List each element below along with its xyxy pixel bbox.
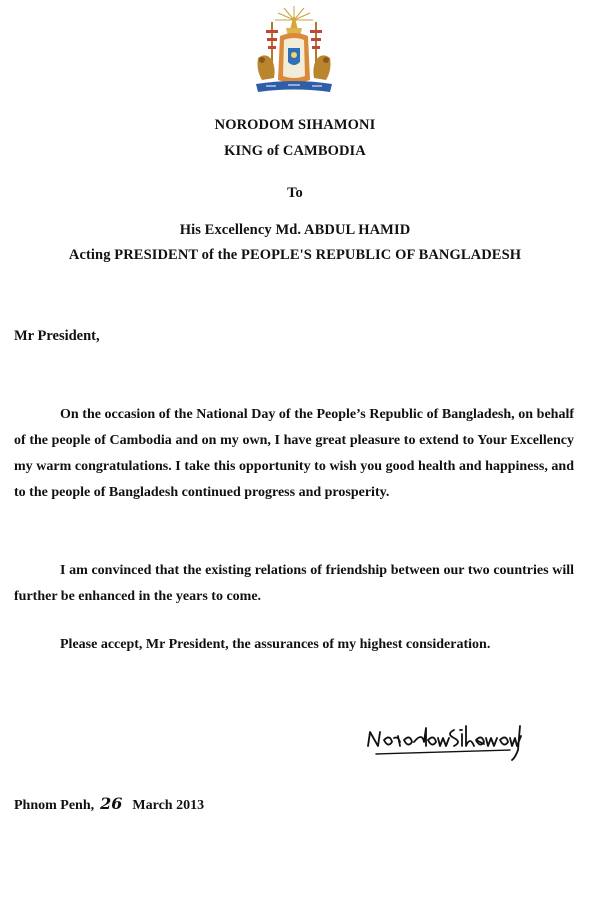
- recipient-title: Acting PRESIDENT of the PEOPLE'S REPUBLIC OF BANGLADESH: [68, 247, 522, 263]
- handwritten-day: 26: [100, 794, 123, 813]
- paragraph-3: Please accept, Mr President, the assurances of my highest consideration.: [60, 637, 491, 652]
- to-label: To: [287, 185, 303, 201]
- royal-coat-of-arms-icon: [248, 6, 340, 104]
- date-line: [14, 794, 204, 814]
- sender-name: NORODOM SIHAMONI: [214, 117, 376, 133]
- handwritten-signature: [362, 712, 532, 770]
- month-year: March 2013: [132, 798, 205, 813]
- paragraph-2: I am convinced that the existing relations of friendship between our two countries will further be enhanced in the years to come.: [14, 563, 574, 604]
- recipient-name: His Excellency Md. ABDUL HAMID: [179, 222, 411, 238]
- sender-title: KING of CAMBODIA: [224, 143, 366, 159]
- place-label: Phnom Penh,: [14, 798, 95, 813]
- paragraph-1: On the occasion of the National Day of the People’s Republic of Bangladesh, on behalf of the people of Cambodia and on my own, I have great pleasure to extend to Your Excellency my warm congratulations. I take this opportunity to wish you good health and happiness, and to the people of Bangladesh continued progress and prosperity.: [14, 407, 574, 500]
- salutation: Mr President,: [14, 328, 100, 344]
